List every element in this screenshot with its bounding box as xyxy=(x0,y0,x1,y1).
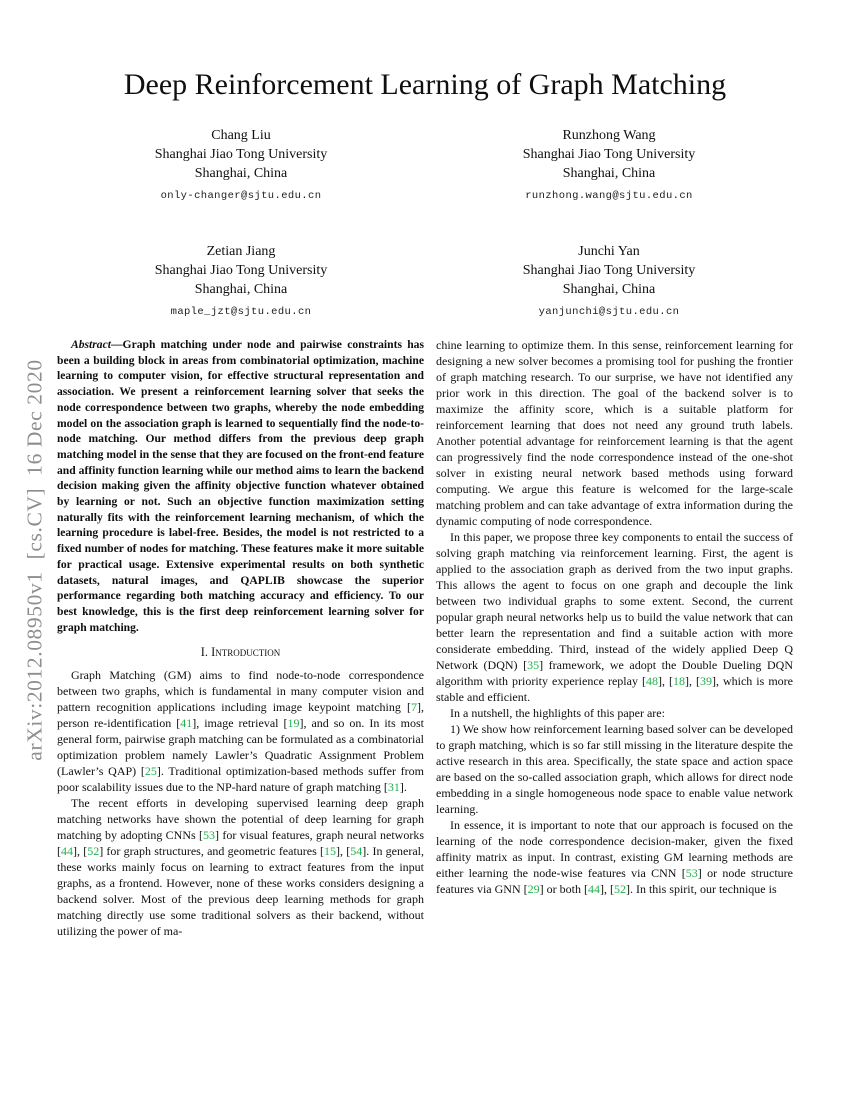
body-text: In essence, it is important to note that our approach is focused on the learning of the node correspondence decision-maker, given the fixed affinity matrix as input. In contrast, existing GM learning methods are either learning the node-wise features via CNN [ xyxy=(436,818,793,880)
author-card xyxy=(425,126,793,206)
body-text: ] for visual features, graph neural networks [ xyxy=(57,828,424,859)
author-affiliation: Shanghai Jiao Tong University xyxy=(154,147,328,162)
author-name: Junchi Yan xyxy=(578,244,640,259)
body-text: ]. In general, these works mainly focus on learning to extract features from the input graphs, as a frontend. However, none of these works considers designing a backend solver. Most of the previous deep learning methods for graph matching directly use some traditional solvers as their backend, without utilizing the power of ma- xyxy=(57,844,424,939)
author-location: Shanghai, China xyxy=(194,166,288,181)
author-card xyxy=(57,126,425,206)
abstract-paragraph xyxy=(57,337,424,635)
author-name: Runzhong Wang xyxy=(562,128,656,143)
paragraph xyxy=(57,795,424,939)
author-affiliation: Shanghai Jiao Tong University xyxy=(154,263,328,278)
body-text: The recent efforts in developing supervised learning deep graph matching networks have shown the potential of deep learning for graph matching by adopting CNNs [ xyxy=(57,796,424,843)
author-name: Zetian Jiang xyxy=(206,244,276,259)
author-block xyxy=(57,126,793,322)
citation-link[interactable]: 41 xyxy=(180,716,193,731)
author-card xyxy=(57,242,425,322)
citation-link[interactable]: 53 xyxy=(685,866,698,880)
body-text: In this paper, we propose three key components to entail the success of solving graph matching via reinforcement learning. First, the agent is applied to the association graph as derived from the two input graphs. This allows the agent to focus on one graph and decouple the link between two individual graphs to some extent. Second, the current popular graph neural networks help us to build the value network that can better learn the representation and find a suitable action with more considerate embedding. Third, instead of the widely applied Deep Q Network (DQN) [ xyxy=(436,530,793,672)
citation-link[interactable]: 7 xyxy=(411,700,417,715)
author-email: only-changer@sjtu.edu.cn xyxy=(160,190,322,202)
author-location: Shanghai, China xyxy=(194,282,288,297)
citation-link[interactable]: 53 xyxy=(203,828,216,843)
paragraph xyxy=(436,529,793,705)
author-email: maple_jzt@sjtu.edu.cn xyxy=(170,306,312,318)
body-text: ], which is more stable and efficient. xyxy=(436,674,793,704)
body-text: ], [ xyxy=(684,674,700,688)
paper-title: Deep Reinforcement Learning of Graph Matching xyxy=(123,68,727,101)
body-text: chine learning to optimize them. In this sense, reinforcement learning for designing a new solver becomes a promising tool for pushing the frontier of graph matching research. To our surprise, we have not identified any prior work in this direction. The goal of the backend solver is to maximize the affinity score, which is a suitable platform for reinforcement learning that does not need any ground truth labels. Another potential advantage for reinforcement learning is that the agent can progressively find the node correspondence instead of the one-shot solver in existing neural network based methods using forward computing. We argue this feature is welcomed for the large-scale matching problem and can take advantage of extra information during the dynamic computing of node correspondence. xyxy=(436,338,793,528)
body-text: ] framework, we adopt the Double Dueling DQN algorithm with priority experience replay [ xyxy=(436,658,793,688)
body-text: ] or both [ xyxy=(539,882,588,896)
author-card xyxy=(425,242,793,322)
citation-link[interactable]: 35 xyxy=(527,658,540,672)
body-text: ], and so on. In its most general form, pairwise graph matching can be formulated as a combinatorial optimization problem namely Lawler’s Quadratic Assignment Problem (Lawler’s QAP) [ xyxy=(57,716,424,779)
author-location: Shanghai, China xyxy=(562,282,656,297)
citation-link[interactable]: 31 xyxy=(387,780,400,795)
section-number: I. xyxy=(200,645,208,660)
author-affiliation: Shanghai Jiao Tong University xyxy=(522,147,696,162)
abstract-label: Abstract xyxy=(71,338,111,351)
section-heading xyxy=(57,644,424,660)
paragraph xyxy=(436,817,793,897)
body-text: ], [ xyxy=(336,844,351,859)
body-text: Graph Matching (GM) aims to find node-to-node correspondence between two graphs, which is fundamental in many computer vision and pattern recognition applications including image keypoint matching [ xyxy=(57,668,424,715)
body-text: ], [ xyxy=(657,674,673,688)
citation-link[interactable]: 54 xyxy=(350,844,363,859)
author-email: runzhong.wang@sjtu.edu.cn xyxy=(525,190,693,202)
body-text: ], person re-identification [ xyxy=(57,700,424,731)
author-email: yanjunchi@sjtu.edu.cn xyxy=(538,306,680,318)
body-text: ], [ xyxy=(73,844,88,859)
citation-link[interactable]: 52 xyxy=(613,882,626,896)
citation-link[interactable]: 19 xyxy=(287,716,300,731)
body-text: ]. In this spirit, our technique is xyxy=(625,882,777,896)
citation-link[interactable]: 52 xyxy=(87,844,100,859)
column-right xyxy=(436,337,793,897)
citation-link[interactable]: 18 xyxy=(672,674,685,688)
column-left xyxy=(57,337,424,939)
abstract-text: —Graph matching under node and pairwise constraints has been a building block in areas from combinatorial optimization, machine learning to computer vision, for effective structural representation and association. We present a reinforcement learning solver that seeks the node correspondence between two graphs, whereby the node embedding model on the association graph is learned to sequentially find the node-to-node matching. Our method differs from the previous deep graph matching model in the sense that they are focused on the front-end feature and affinity function learning while our method aims to learn the backend decision making given the affinity objective function whatever obtained by learning or not. Such an objective function maximization setting naturally fits with the reinforcement learning mechanism, of which the learning procedure is label-free. Besides, the model is not restricted to a fixed number of nodes for matching. These features make it more suitable for practical usage. Extensive experimental results on both synthetic datasets, natural images, and QAPLIB showcase the superior performance regarding both matching accuracy and efficiency. To our best knowledge, this is the first deep reinforcement learning solver for graph matching. xyxy=(57,338,424,634)
paragraph xyxy=(436,337,793,529)
citation-link[interactable]: 39 xyxy=(699,674,712,688)
citation-link[interactable]: 44 xyxy=(61,844,73,859)
paragraph xyxy=(57,667,424,795)
body-text: ] for graph structures, and geometric features [ xyxy=(99,844,325,859)
body-text: ], [ xyxy=(599,882,614,896)
body-text: ], image retrieval [ xyxy=(192,716,288,731)
citation-link[interactable]: 44 xyxy=(587,882,600,896)
author-affiliation: Shanghai Jiao Tong University xyxy=(522,263,696,278)
arxiv-watermark: arXiv:2012.08950v1 [cs.CV] 16 Dec 2020 xyxy=(22,359,47,761)
body-text: ] or node structure features via GNN [ xyxy=(436,866,793,896)
section-title: Introduction xyxy=(211,645,281,660)
author-location: Shanghai, China xyxy=(562,166,656,181)
body-text: 1) We show how reinforcement learning based solver can be developed to graph matching, which is so far still missing in the literature despite the active research in this area. Specifically, the state space and action space are based on the so-called association graph, which allows for direct node embedding in a single homogeneous node space to enable value network learning. xyxy=(436,722,793,816)
body-text: In a nutshell, the highlights of this paper are: xyxy=(450,706,665,720)
author-name: Chang Liu xyxy=(211,128,271,143)
paragraph xyxy=(436,721,793,817)
citation-link[interactable]: 29 xyxy=(527,882,540,896)
citation-link[interactable]: 48 xyxy=(645,674,658,688)
body-text: ]. xyxy=(399,780,407,795)
citation-link[interactable]: 15 xyxy=(324,844,337,859)
body-text: ]. Traditional optimization-based methods suffer from poor scalability issues due to the NP-hard nature of graph matching [ xyxy=(57,764,425,795)
citation-link[interactable]: 25 xyxy=(144,764,157,779)
paragraph xyxy=(436,705,793,721)
